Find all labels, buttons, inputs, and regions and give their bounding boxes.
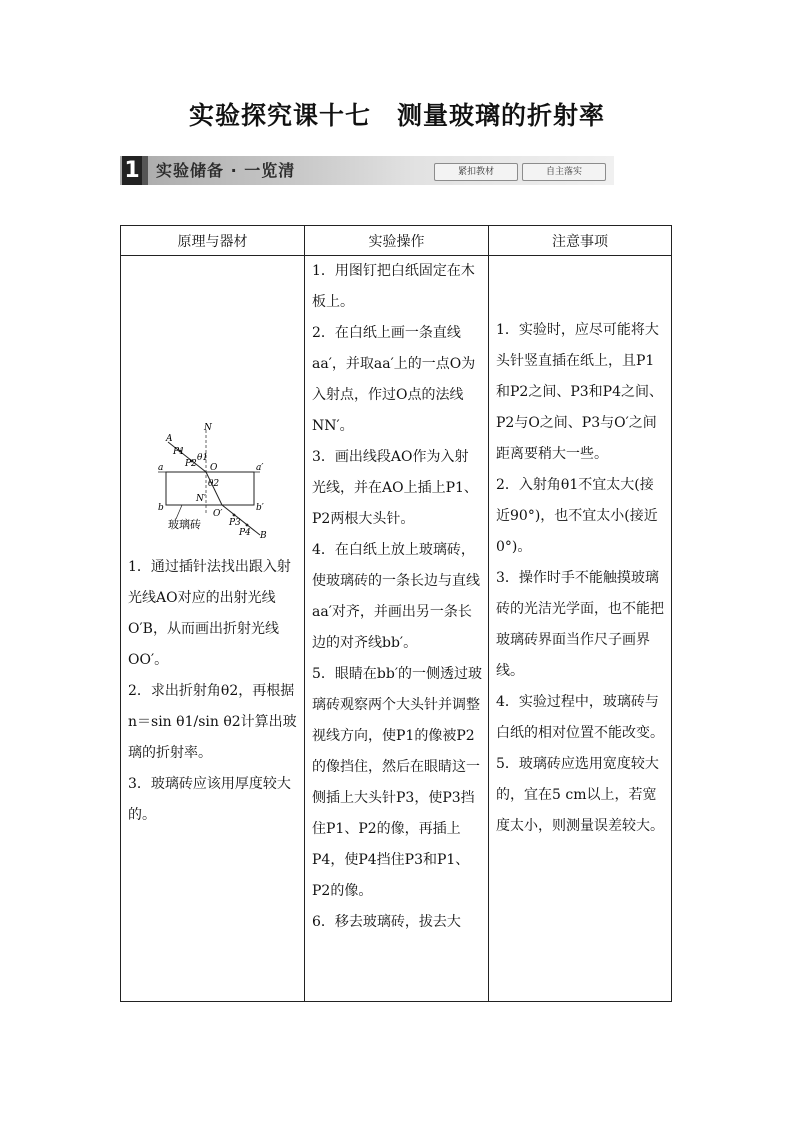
col2-item: 2．在白纸上画一条直线aa′，并取aa′上的一点O为入射点，作过O点的法线NN′。	[312, 325, 476, 434]
label-P4: P4	[239, 528, 251, 538]
operation-cell	[305, 256, 489, 1002]
header-operation: 实验操作	[305, 226, 489, 256]
section-number: 1	[122, 156, 142, 185]
label-O: O	[210, 463, 218, 473]
col3-item: 3．操作时手不能触摸玻璃砖的光洁光学面，也不能把玻璃砖界面当作尺子画界线。	[496, 570, 664, 679]
col3-item: 1．实验时，应尽可能将大头针竖直插在纸上，且P1和P2之间、P3和P4之间、P2与O之间、P3与O′之间距离要稍大一些。	[496, 322, 663, 462]
col1-item: 2．求出折射角θ2，再根据n＝sin θ1/sin θ2计算出玻璃的折射率。	[128, 683, 297, 761]
col1-item: 1．通过插针法找出跟入射光线AO对应的出射光线O′B，从而画出折射光线OO′。	[128, 559, 291, 668]
notes-cell	[489, 256, 672, 1002]
col2-item: 6．移去玻璃砖，拔去大	[312, 914, 461, 930]
header-principle: 原理与器材	[121, 226, 305, 256]
operation-text	[305, 256, 488, 938]
col2-item: 1．用图钉把白纸固定在木板上。	[312, 263, 475, 310]
label-P2: P2	[185, 459, 197, 469]
label-P1: P1	[173, 447, 185, 457]
page-title: 实验探究课十七 测量玻璃的折射率	[188, 101, 605, 130]
col1-item: 3．玻璃砖应该用厚度较大的。	[128, 776, 291, 823]
principle-text	[121, 256, 304, 831]
label-N: N	[204, 423, 212, 433]
section-banner	[120, 156, 614, 185]
section-label: 实验储备 · 一览清	[156, 161, 296, 180]
label-theta1: θ1	[197, 453, 209, 463]
self-study-button[interactable]: 自主落实	[522, 163, 606, 181]
col3-item: 5．玻璃砖应选用宽度较大的，宜在5 cm以上，若宽度太小，则测量误差较大。	[496, 756, 664, 834]
refraction-diagram-svg	[156, 422, 276, 540]
textbook-button[interactable]: 紧扣教材	[434, 163, 518, 181]
label-O-prime: O′	[213, 509, 223, 519]
col2-item: 3．画出线段AO作为入射光线，并在AO上插上P1、P2两根大头针。	[312, 449, 478, 527]
label-A: A	[166, 434, 173, 444]
label-N-prime: N′	[196, 494, 206, 504]
col2-item: 4．在白纸上放上玻璃砖，使玻璃砖的一条长边与直线aa′对齐，并画出另一条长边的对齐线bb′。	[312, 542, 480, 651]
pin-p4	[246, 524, 249, 527]
label-theta2: θ2	[208, 479, 220, 489]
label-b-prime: b′	[256, 503, 264, 513]
caption-pointer	[176, 505, 182, 519]
notes-text	[489, 256, 671, 842]
label-P3: P3	[229, 518, 241, 528]
pin-p3	[233, 514, 236, 517]
label-a-prime: a′	[256, 463, 264, 473]
col2-item: 5．眼睛在bb′的一侧透过玻璃砖观察两个大头针并调整视线方向，使P1的像被P2的像挡住，然后在眼睛这一侧插上大头针P3，使P3挡住P1、P2的像，再插上P4，使P4挡住P3和P1、P2的像。	[312, 666, 483, 899]
header-notes: 注意事项	[489, 226, 672, 256]
figure-caption: 玻璃砖	[168, 518, 201, 531]
col3-item: 4．实验过程中，玻璃砖与白纸的相对位置不能改变。	[496, 694, 664, 741]
label-B: B	[260, 531, 267, 540]
banner-divider	[142, 156, 148, 185]
experiment-table	[120, 225, 672, 1002]
label-a: a	[158, 463, 164, 473]
label-b: b	[158, 503, 164, 513]
principle-cell	[121, 256, 305, 1002]
col3-item: 2．入射角θ1不宜太大(接近90°)，也不宜太小(接近0°)。	[496, 477, 658, 555]
refraction-diagram	[156, 422, 276, 540]
